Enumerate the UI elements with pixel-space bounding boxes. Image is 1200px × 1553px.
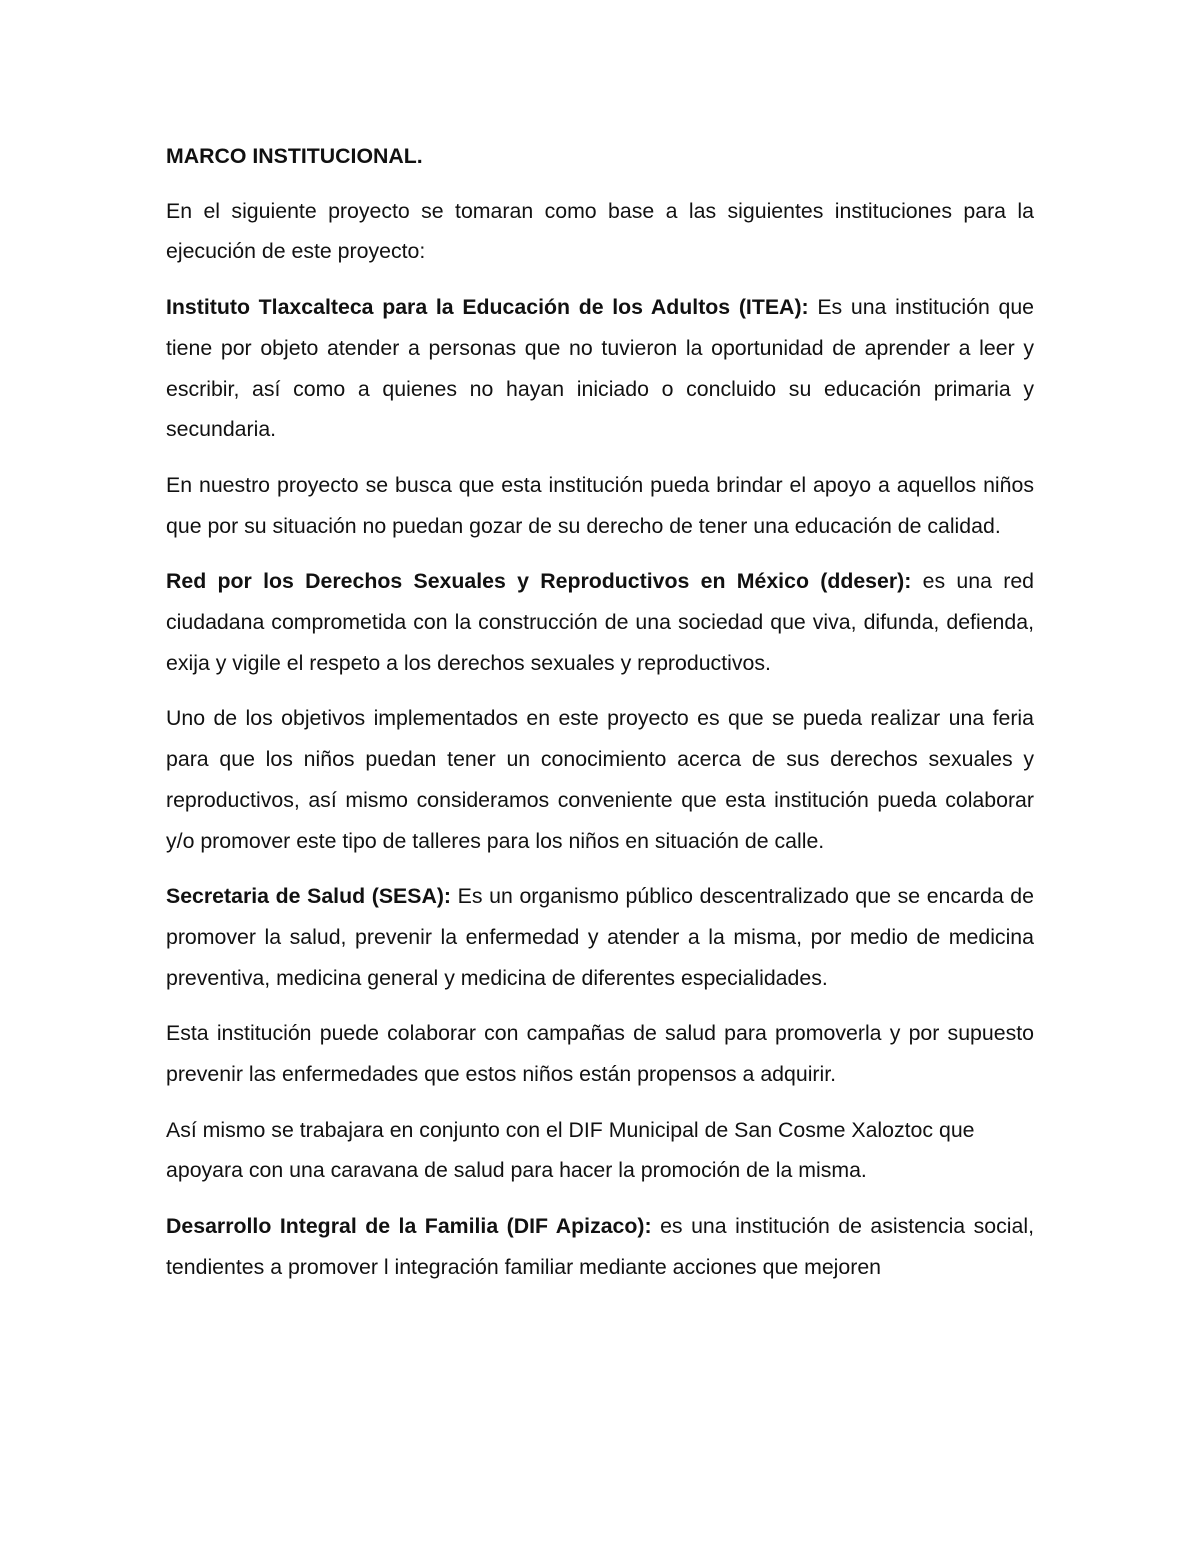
- paragraph-heading: Secretaria de Salud (SESA):: [166, 884, 452, 909]
- paragraph-text: En el siguiente proyecto se tomaran como base a las siguientes instituciones para la ejecución de este proyecto:: [166, 198, 1034, 264]
- document-page: [166, 136, 1034, 1303]
- paragraph-text: Es un organismo público descentralizado que se encarda de promover la salud, prevenir la enfermedad y atender a la misma, por medio de medicina preventiva, medicina general y medicina de diferentes especialidades.: [166, 884, 1034, 990]
- paragraph-ddeser: [166, 561, 1034, 683]
- paragraph-text: Uno de los objetivos implementados en este proyecto es que se pueda realizar una feria para que los niños puedan tener un conocimiento acerca de sus derechos sexuales y reproductivos, así mismo consideramos conveniente que esta institución pueda colaborar y/o promover este tipo de talleres para los niños en situación de calle.: [166, 706, 1034, 853]
- paragraph-sesa: [166, 876, 1034, 998]
- paragraph-itea: [166, 287, 1034, 450]
- paragraph-dif-apizaco: [166, 1206, 1034, 1287]
- document-title: MARCO INSTITUCIONAL.: [166, 144, 423, 168]
- paragraph-heading: Desarrollo Integral de la Familia (DIF Apizaco):: [166, 1214, 652, 1239]
- paragraph-itea-project: [166, 465, 1034, 546]
- paragraph-text: Así mismo se trabajara en conjunto con el DIF Municipal de San Cosme Xaloztoc que apoyara con una caravana de salud para hacer la promoción de la misma.: [166, 1117, 975, 1183]
- paragraph-text: Es una institución que tiene por objeto atender a personas que no tuvieron la oportunidad de aprender a leer y escribir, así como a quienes no hayan iniciado o concluido su educación primaria y secundaria.: [166, 295, 1035, 442]
- paragraph-heading: Instituto Tlaxcalteca para la Educación de los Adultos (ITEA):: [166, 295, 809, 320]
- paragraph-dif-municipal: [166, 1110, 1034, 1191]
- paragraph-sesa-campaigns: [166, 1013, 1034, 1094]
- paragraph-intro: [166, 191, 1034, 272]
- paragraph-text: En nuestro proyecto se busca que esta institución pueda brindar el apoyo a aquellos niños que por su situación no puedan gozar de su derecho de tener una educación de calidad.: [166, 472, 1034, 538]
- paragraph-text: Esta institución puede colaborar con campañas de salud para promoverla y por supuesto prevenir las enfermedades que estos niños están propensos a adquirir.: [166, 1021, 1034, 1087]
- paragraph-text: es una red ciudadana comprometida con la construcción de una sociedad que viva, difunda, defienda, exija y vigile el respeto a los derechos sexuales y reproductivos.: [166, 569, 1035, 675]
- paragraph-ddeser-objectives: [166, 698, 1034, 861]
- paragraph-text: es una institución de asistencia social, tendientes a promover l integración familiar mediante acciones que mejoren: [166, 1214, 1034, 1279]
- paragraph-heading: Red por los Derechos Sexuales y Reproductivos en México (ddeser):: [166, 569, 912, 594]
